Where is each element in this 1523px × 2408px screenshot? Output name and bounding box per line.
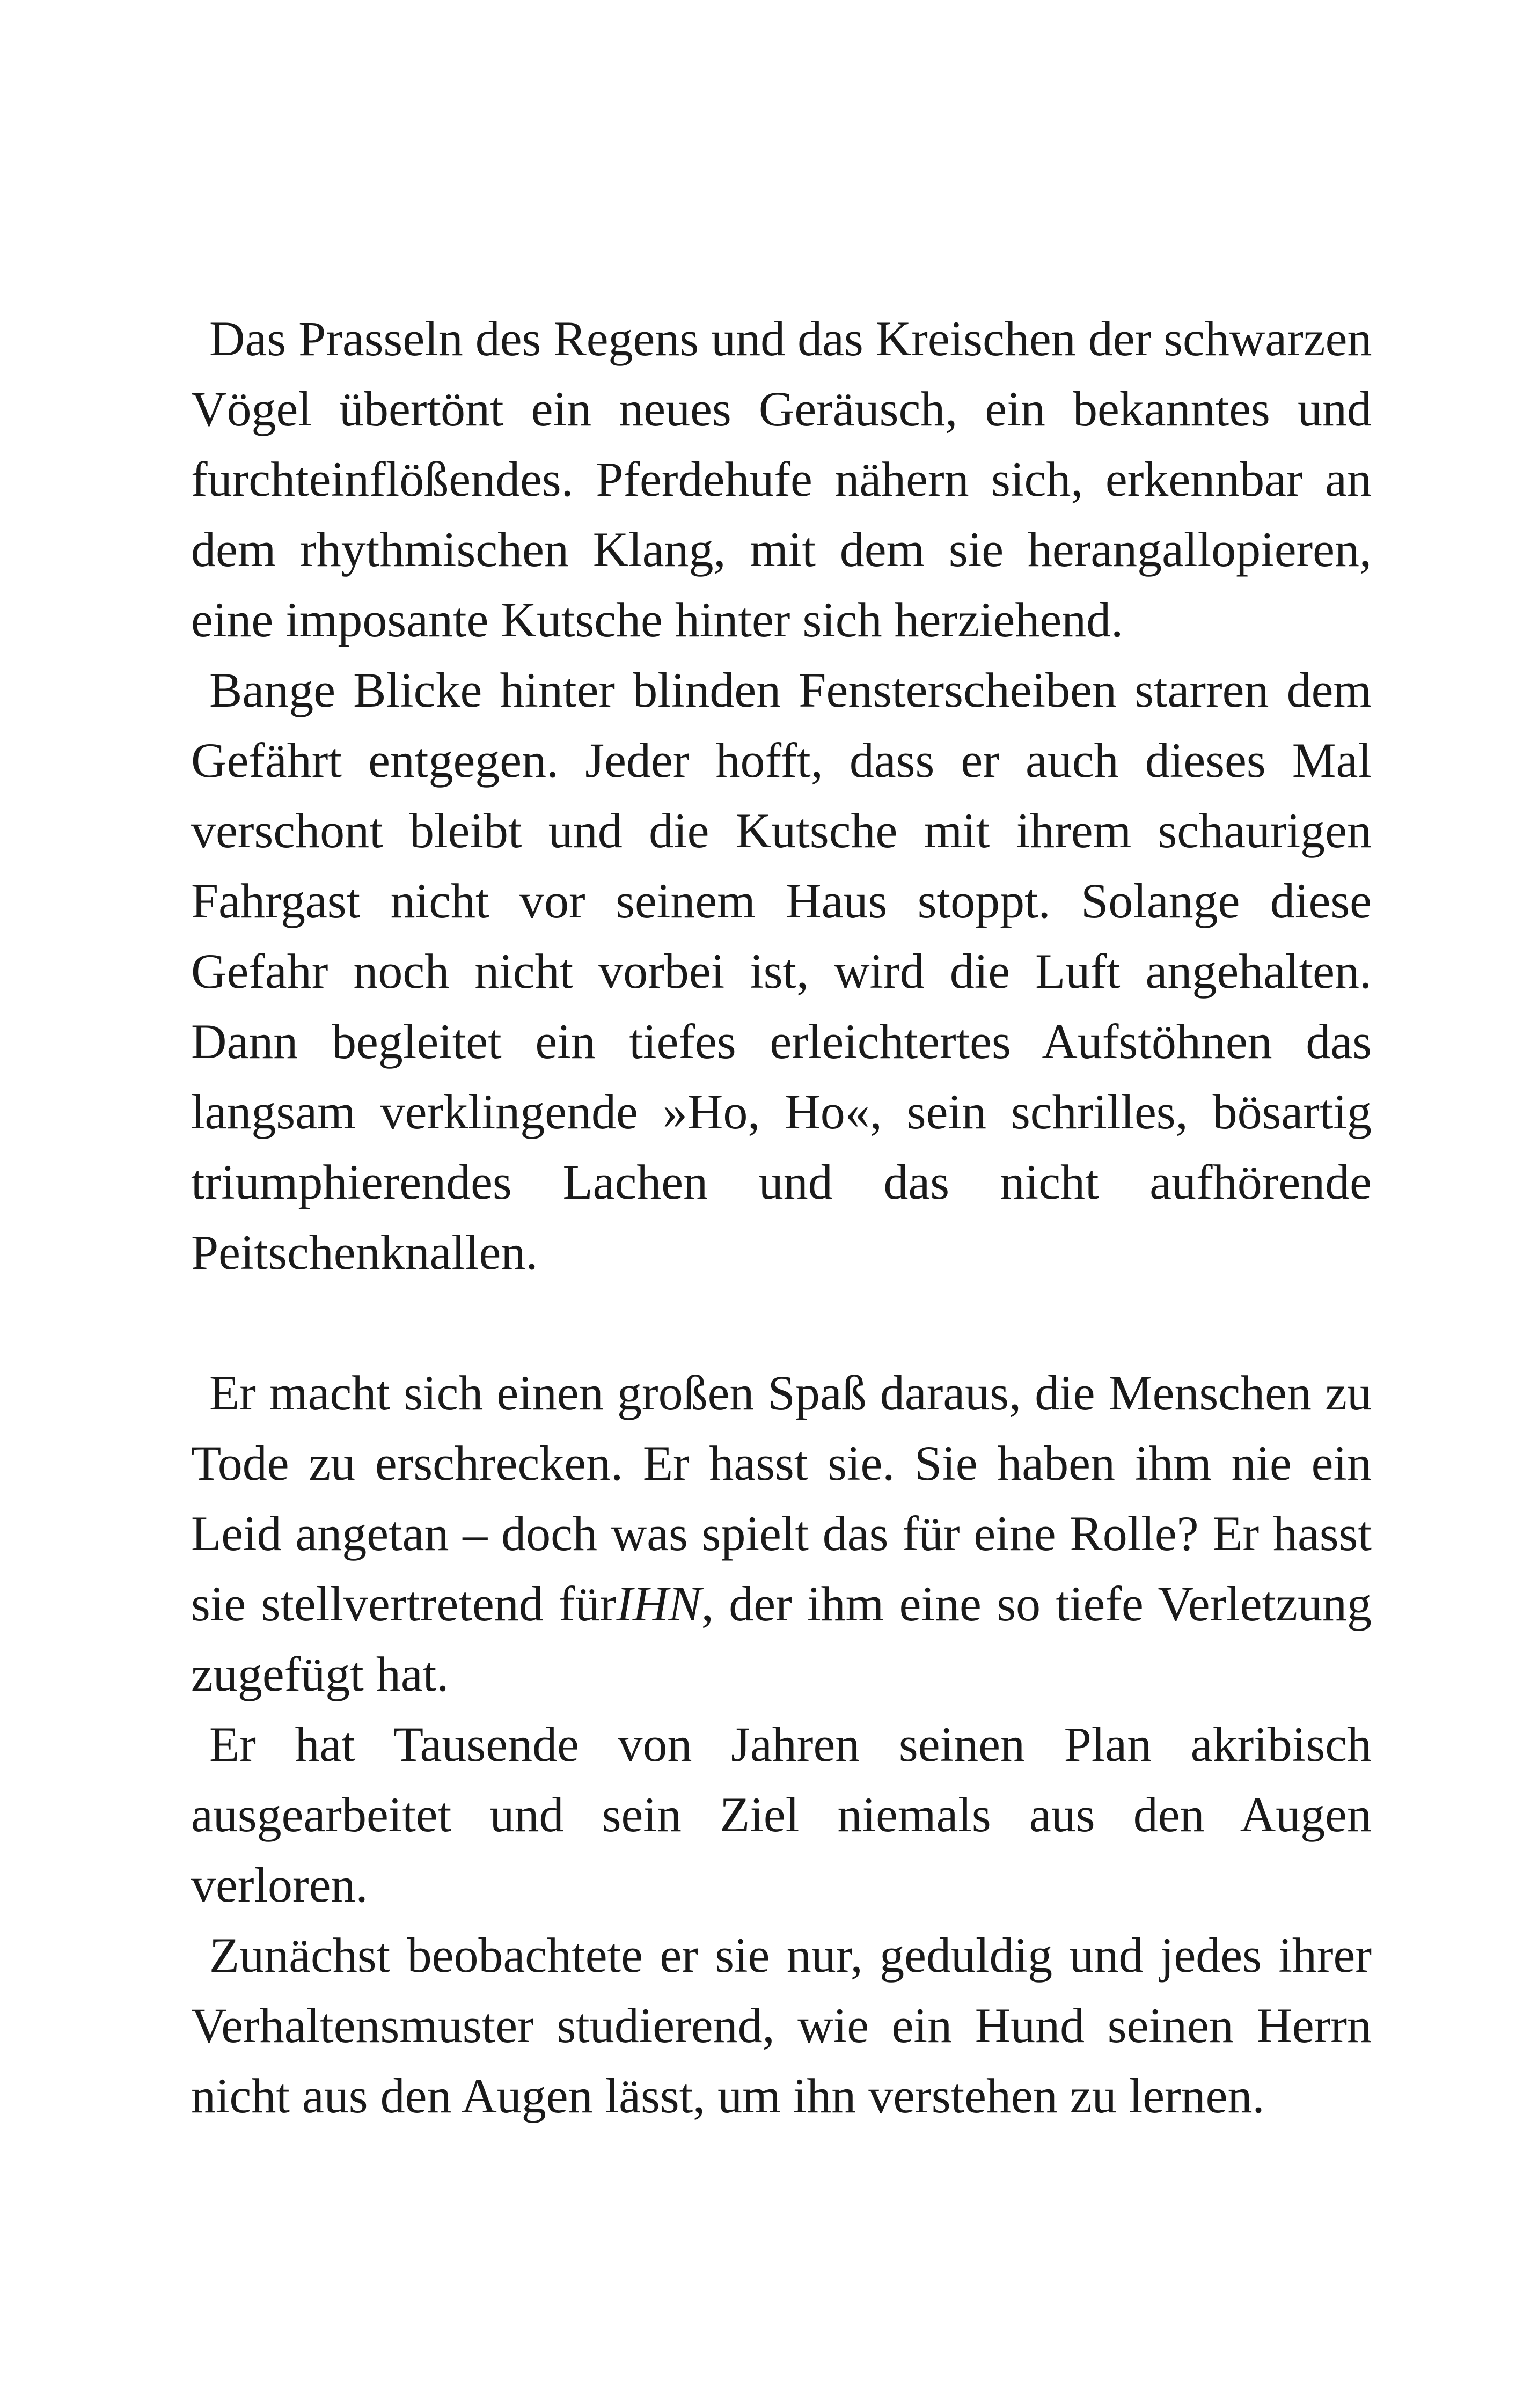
text-line: Bange Blicke hinter blinden Fensterscheiben starren dem: [209, 663, 1372, 717]
text-line: Leid angetan – doch was spielt das für eine Rolle? Er hasst: [191, 1506, 1372, 1561]
text-line: Er macht sich einen großen Spaß daraus, die Menschen zu: [209, 1365, 1372, 1420]
text-line: Peitschenknallen.: [191, 1225, 538, 1280]
text-line: Fahrgast nicht vor seinem Haus stoppt. Solange diese: [191, 873, 1372, 928]
paragraph-group-2: [191, 1358, 1372, 2131]
emphasis-ihn: IHN: [616, 1576, 701, 1631]
text-line: langsam verklingende »Ho, Ho«, sein schrilles, bösartig: [191, 1084, 1372, 1139]
text-line: Das Prasseln des Regens und das Kreischen der schwarzen: [209, 311, 1372, 366]
text-line: triumphierendes Lachen und das nicht aufhörende: [191, 1155, 1372, 1209]
text-line-with-emphasis: [191, 1569, 1372, 1639]
text-line: nicht aus den Augen lässt, um ihn verstehen zu lernen.: [191, 2068, 1265, 2123]
text-line: Gefahr noch nicht vorbei ist, wird die Luft angehalten.: [191, 944, 1372, 999]
text-line: Zunächst beobachtete er sie nur, geduldig und jedes ihrer: [209, 1928, 1372, 1983]
line-prefix: sie stellvertretend für: [191, 1576, 617, 1631]
text-line: furchteinflößendes. Pferdehufe nähern sich, erkennbar an: [191, 452, 1372, 506]
text-line: Vögel übertönt ein neues Geräusch, ein bekanntes und: [191, 381, 1372, 436]
text-line: Dann begleitet ein tiefes erleichtertes Aufstöhnen das: [191, 1014, 1372, 1069]
text-line: dem rhythmischen Klang, mit dem sie herangallopieren,: [191, 522, 1372, 577]
text-line: verschont bleibt und die Kutsche mit ihrem schaurigen: [191, 803, 1372, 858]
text-line: Verhaltensmuster studierend, wie ein Hund seinen Herrn: [191, 1998, 1372, 2053]
text-line: Gefährt entgegen. Jeder hofft, dass er auch dieses Mal: [191, 733, 1372, 788]
text-line: zugefügt hat.: [191, 1647, 449, 1701]
text-line: Er hat Tausende von Jahren seinen Plan akribisch: [209, 1717, 1372, 1772]
text-line: verloren.: [191, 1858, 368, 1912]
text-line: eine imposante Kutsche hinter sich herziehend.: [191, 592, 1124, 647]
text-line: ausgearbeitet und sein Ziel niemals aus den Augen: [191, 1787, 1372, 1842]
paragraph-group-1: [191, 304, 1372, 1288]
text-line: Tode zu erschrecken. Er hasst sie. Sie haben ihm nie ein: [191, 1436, 1372, 1491]
line-suffix: , der ihm eine so tiefe Verletzung: [701, 1576, 1372, 1631]
